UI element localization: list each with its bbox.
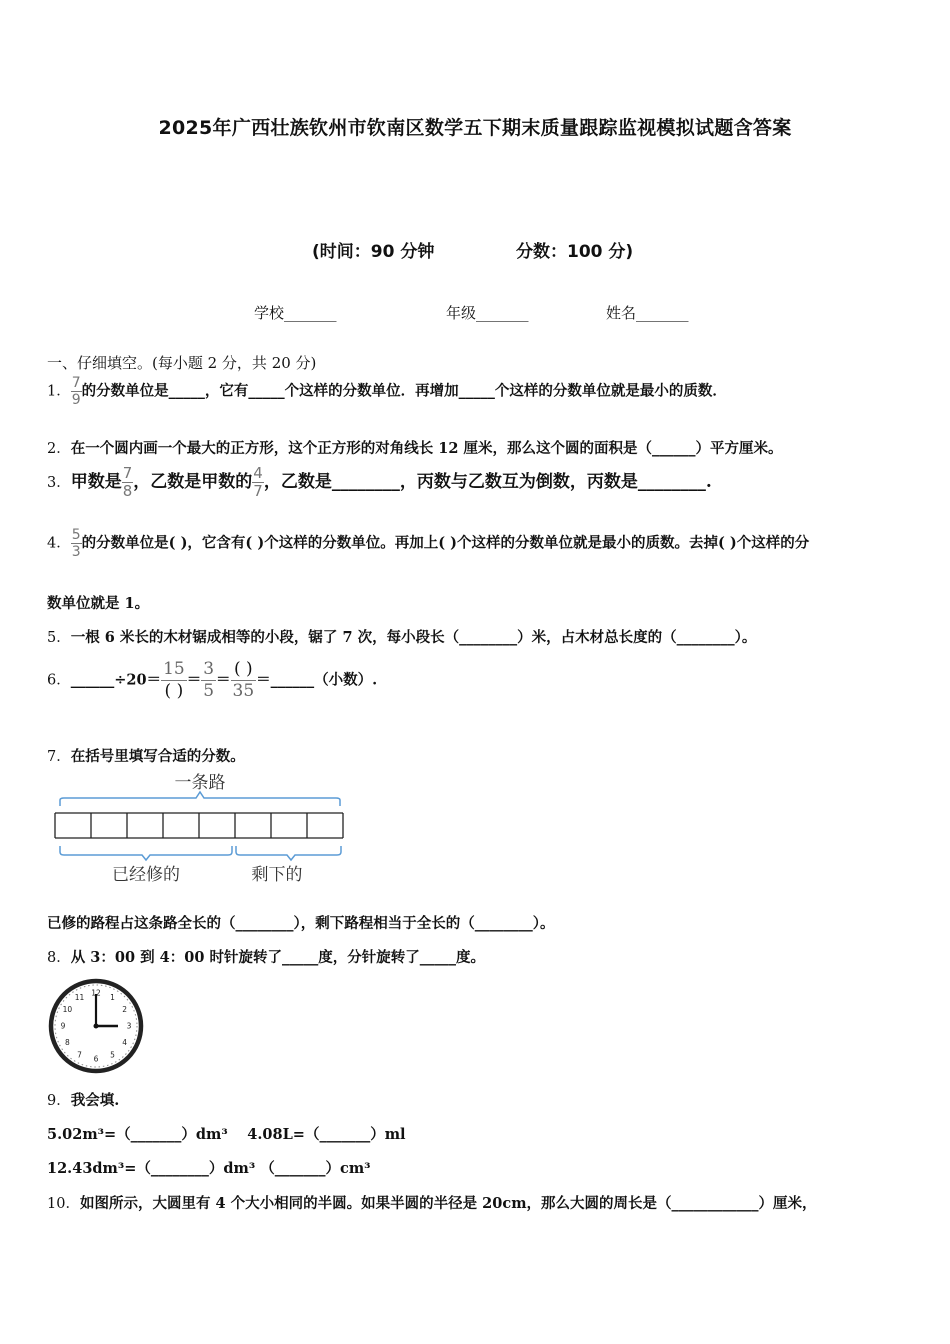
question-9-line-1: 5.02m³=（_______）dm³ 4.08L=（_______）ml	[47, 1126, 406, 1143]
clock-number: 1	[110, 993, 115, 1003]
clock-number: 7	[77, 1050, 82, 1060]
clock-image	[46, 978, 146, 1074]
question-10: 10．如图所示，大圆里有 4 个大小相同的半圆。如果半圆的半径是 20cm，那么大圆的周长是（____________）厘米，	[47, 1195, 817, 1212]
question-7: 7．在括号里填写合适的分数。	[47, 748, 245, 765]
question-2: 2．在一个圆内画一个最大的正方形，这个正方形的对角线长 12 厘米，那么这个圆的面积是（______）平方厘米。	[47, 440, 783, 457]
question-5: 5．一根 6 米长的木材锯成相等的小段，锯了 7 次，每小段长（________）米，占木材总长度的（________）。	[47, 629, 757, 646]
question-text: 如图所示，大圆里有 4 个大小相同的半圆。如果半圆的半径是 20cm，那么大圆的周长是（____________）厘米，	[79, 1195, 817, 1212]
question-text: 的分数单位是( )，它含有( )个这样的分数单位。再加上( )个这样的分数单位就是最小的质数。去掉( )个这样的分	[81, 534, 810, 552]
school-field: 学校_______	[254, 304, 337, 322]
clock-number: 6	[93, 1054, 99, 1064]
question-9-line-2: 12.43dm³=（________）dm³ （_______）cm³	[47, 1160, 371, 1177]
clock-number: 10	[62, 1005, 73, 1015]
question-text: 从 3：00 到 4：00 时针旋转了_____度，分针旋转了_____度。	[70, 949, 485, 966]
clock-center	[94, 1024, 99, 1029]
clock-number: 3	[126, 1021, 132, 1031]
grade-field: 年级_______	[446, 304, 529, 322]
clock-number: 11	[74, 993, 85, 1003]
left-label: 剩下的	[251, 865, 303, 885]
page-title: 2025年广西壮族钦州市钦南区数学五下期末质量跟踪监视模拟试题含答案	[158, 117, 792, 139]
question-4: 4． $\frac{5}{3}$ 的分数单位是( )，它含有( )个这样的分数单位。再加上( )个这样的分数单位就是最小的质数。去掉( )个这样的分	[47, 527, 810, 560]
question-7-answer: 已修的路程占这条路全长的（________），剩下路程相当于全长的（________）。	[47, 915, 555, 932]
road-diagram	[50, 768, 350, 888]
question-9: 9．我会填.	[47, 1092, 120, 1109]
question-text: 一根 6 米长的木材锯成相等的小段，锯了 7 次，每小段长（________）米，占木材总长度的（________）。	[70, 629, 757, 646]
road-label: 一条路	[174, 773, 226, 793]
question-number: 1．	[47, 383, 71, 400]
road-bar	[55, 813, 343, 838]
clock-number: 2	[122, 1005, 127, 1015]
name-field: 姓名_______	[606, 304, 689, 322]
clock-number: 8	[65, 1038, 70, 1048]
question-text: 我会填.	[70, 1092, 120, 1109]
question-4-continued: 数单位就是 1。	[47, 595, 150, 612]
question-8: 8．从 3：00 到 4：00 时针旋转了_____度，分针旋转了_____度。	[47, 949, 485, 966]
exam-time: (时间：90 分钟	[312, 242, 435, 262]
left-brace	[236, 846, 341, 860]
question-text: 在括号里填写合适的分数。	[70, 748, 245, 765]
clock-number: 12	[91, 988, 101, 998]
question-text: 在一个圆内画一个最大的正方形，这个正方形的对角线长 12 厘米，那么这个圆的面积是（______）平方厘米。	[70, 440, 783, 457]
question-6: 6．______÷20＝ $\frac{15}{( )}$ ＝ $\frac{3}{5}$ ＝ $\frac{( )}{35}$ ＝______（小数）.	[47, 659, 378, 701]
question-text: 的分数单位是_____，它有_____个这样的分数单位．再增加_____个这样的分数单位就是最小的质数．	[81, 382, 727, 400]
done-brace	[60, 846, 232, 860]
exam-score: 分数：100 分)	[516, 242, 634, 262]
question-3: 3．甲数是 $\frac{7}{8}$ ，乙数是甲数的 $\frac{4}{7}$ ，乙数是________，丙数与乙数互为倒数，丙数是________.	[47, 464, 712, 500]
clock-number: 5	[110, 1050, 115, 1060]
clock-number: 9	[60, 1021, 66, 1031]
section-heading: 一、仔细填空。(每小题 2 分，共 20 分)	[47, 354, 317, 372]
top-brace	[60, 792, 340, 806]
question-1: 1． $\frac{7}{9}$ 的分数单位是_____，它有_____个这样的分数单位．再增加_____个这样的分数单位就是最小的质数．	[47, 375, 727, 408]
done-label: 已经修的	[112, 865, 180, 885]
clock-number: 4	[122, 1038, 127, 1048]
